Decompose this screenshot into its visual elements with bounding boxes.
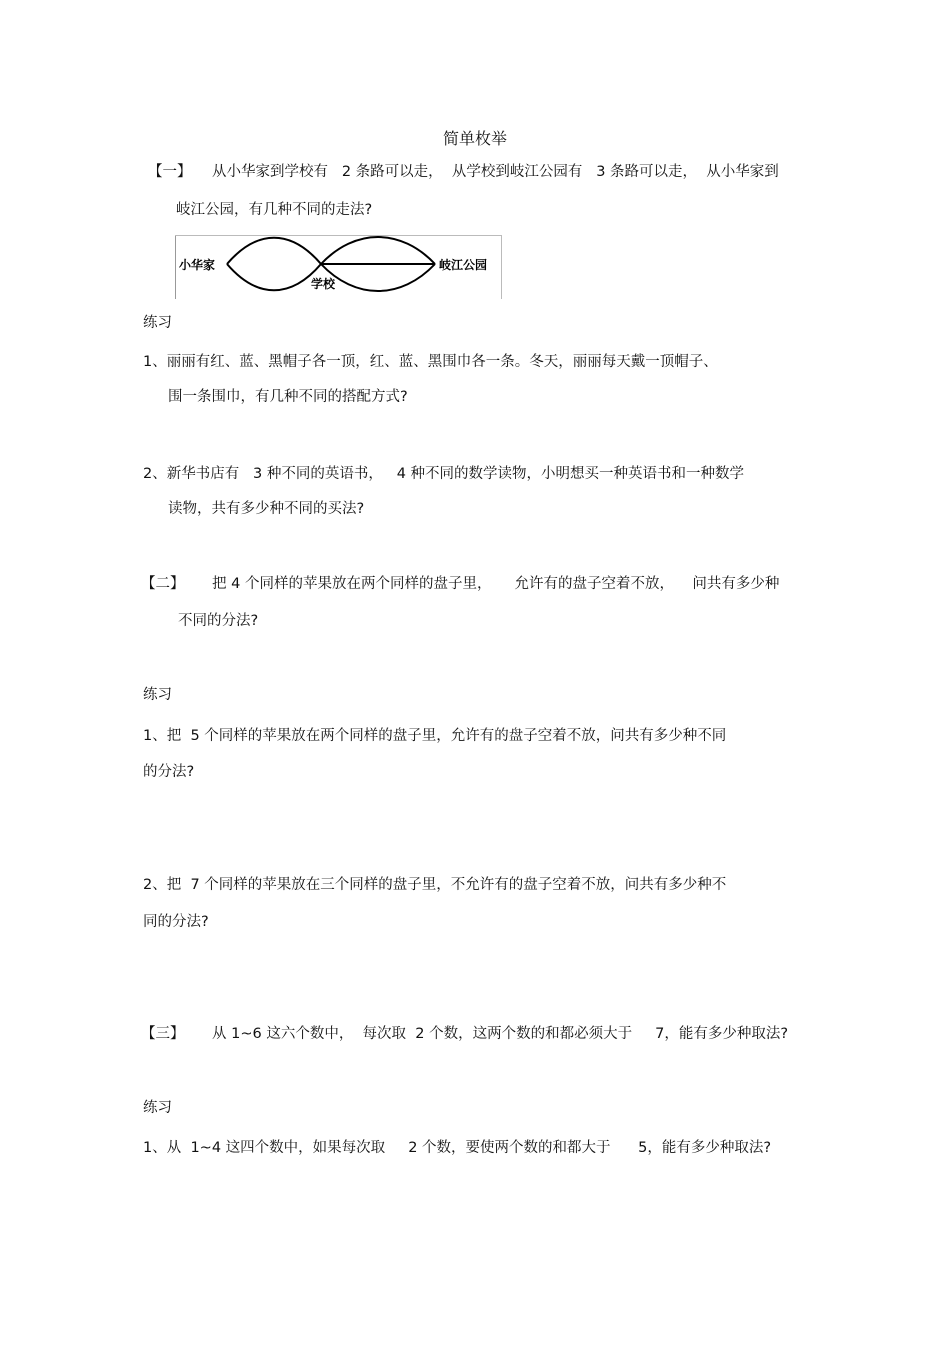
section-2-question-line-2: 不同的分法? [178, 613, 259, 629]
diagram-label-home: 小华家 [179, 258, 216, 272]
route-home-school-2 [227, 264, 321, 290]
section-3-tag: 【三】 [141, 1026, 185, 1042]
section-3-practice-1-line-1: 1、从 1~4 这四个数中，如果每次取 2 个数，要使两个数的和都大于 5，能有多少种取法? [143, 1140, 772, 1156]
route-home-school-1 [227, 238, 321, 264]
section-1-practice-2-line-2: 读物，共有多少种不同的买法? [168, 501, 365, 517]
section-1-question-line-2: 岐江公园，有几种不同的走法? [176, 202, 373, 218]
section-3-question-line-1: 从 1~6 这六个数中， 每次取 2 个数，这两个数的和都必须大于 7，能有多少种取法? [212, 1026, 789, 1042]
section-1-practice-1-line-2: 围一条围巾，有几种不同的搭配方式? [168, 389, 408, 405]
diagram-label-school: 学校 [311, 277, 336, 291]
section-2-question-line-1: 把 4 个同样的苹果放在两个同样的盘子里， 允许有的盘子空着不放， 问共有多少种 [212, 576, 780, 592]
route-school-park-1 [321, 237, 435, 264]
section-2-tag: 【二】 [141, 576, 185, 592]
diagram-label-park: 岐江公园 [439, 258, 488, 272]
section-1-practice-2-line-1: 2、新华书店有 3 种不同的英语书， 4 种不同的数学读物，小明想买一种英语书和一种数学 [143, 466, 745, 482]
section-3-practice-label: 练习 [143, 1100, 172, 1116]
route-diagram [175, 235, 502, 299]
section-1-tag: 【一】 [148, 164, 192, 180]
section-1-question-line-1: 从小华家到学校有 2 条路可以走， 从学校到岐江公园有 3 条路可以走， 从小华家到 [212, 164, 779, 180]
section-2-practice-label: 练习 [143, 687, 172, 703]
section-1-practice-1-line-1: 1、丽丽有红、蓝、黑帽子各一顶，红、蓝、黑围巾各一条。冬天，丽丽每天戴一顶帽子、 [143, 354, 718, 370]
section-2-practice-1-line-1: 1、把 5 个同样的苹果放在两个同样的盘子里，允许有的盘子空着不放，问共有多少种不同 [143, 728, 727, 744]
section-2-practice-2-line-1: 2、把 7 个同样的苹果放在三个同样的盘子里，不允许有的盘子空着不放，问共有多少种不 [143, 877, 727, 893]
route-diagram-svg [175, 235, 502, 299]
section-2-practice-1-line-2: 的分法? [143, 764, 195, 780]
page-title: 简单枚举 [442, 129, 507, 148]
route-school-park-3 [321, 264, 435, 291]
section-1-practice-label: 练习 [143, 315, 172, 331]
section-2-practice-2-line-2: 同的分法? [143, 914, 209, 930]
